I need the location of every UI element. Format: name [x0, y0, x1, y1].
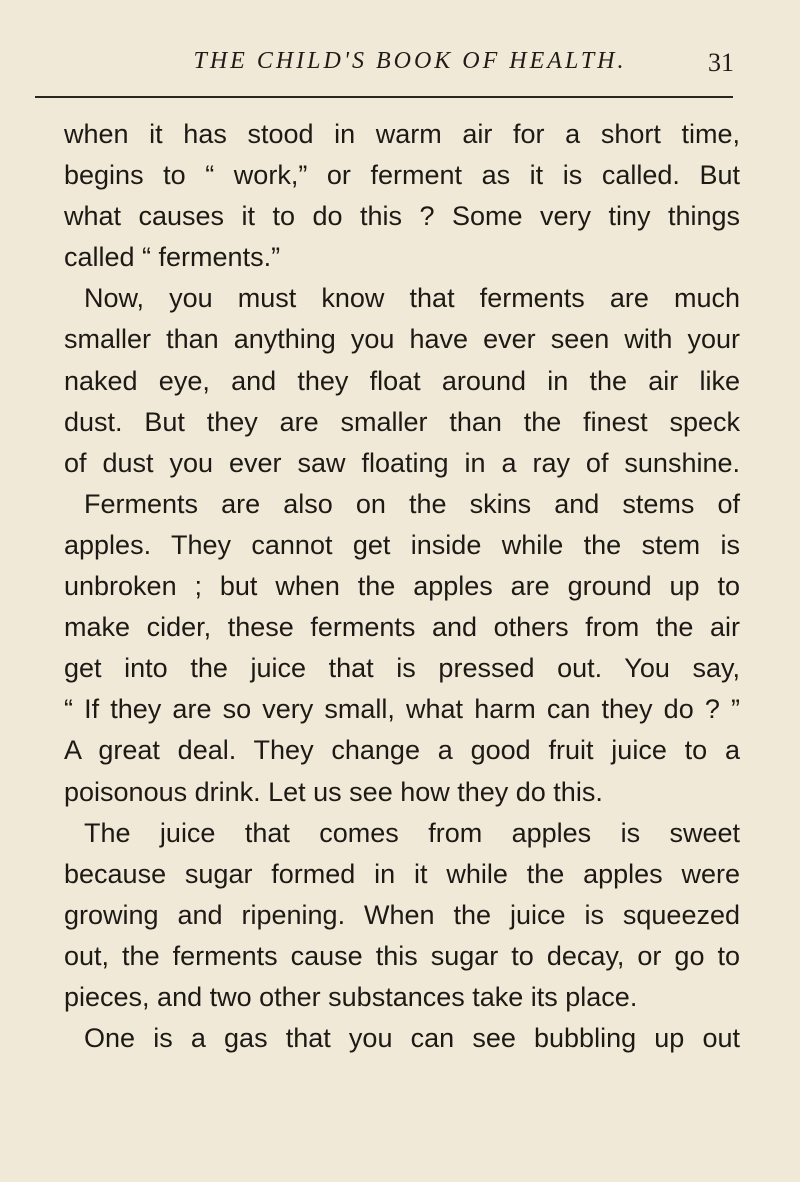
text-line: One is a gas that you can see bubbling up out: [84, 1023, 740, 1054]
running-title: THE CHILD'S BOOK OF HEALTH.: [193, 48, 627, 74]
text-line: because sugar formed in it while the apples were: [64, 858, 740, 889]
body-text: [64, 114, 740, 1059]
text-line: Ferments are also on the skins and stems of: [84, 488, 740, 519]
running-head: [0, 30, 800, 77]
text-line: get into the juice that is pressed out. You say,: [64, 653, 740, 684]
text-line: pieces, and two other substances take its place.: [64, 981, 638, 1012]
text-line: poisonous drink. Let us see how they do this.: [64, 776, 603, 807]
page-number: 31: [708, 48, 734, 77]
text-line: naked eye, and they float around in the air like: [64, 365, 740, 396]
text-line: of dust you ever saw floating in a ray of sunshine.: [64, 447, 740, 478]
text-line: The juice that comes from apples is sweet: [84, 817, 740, 848]
text-line: begins to “ work,” or ferment as it is called. But: [64, 160, 740, 191]
text-line: smaller than anything you have ever seen with your: [64, 324, 740, 355]
text-line: what causes it to do this ? Some very tiny things: [64, 201, 740, 232]
text-line: growing and ripening. When the juice is squeezed: [64, 899, 740, 930]
text-line: apples. They cannot get inside while the stem is: [64, 529, 740, 560]
text-line: “ If they are so very small, what harm can they do ? ”: [64, 694, 740, 725]
text-line: called “ ferments.”: [64, 242, 281, 273]
text-line: make cider, these ferments and others from the air: [64, 612, 740, 643]
text-line: unbroken ; but when the apples are ground up to: [64, 571, 740, 602]
text-line: A great deal. They change a good fruit juice to a: [64, 735, 740, 766]
text-line: Now, you must know that ferments are much: [84, 283, 740, 314]
header-rule: [35, 96, 733, 98]
text-line: when it has stood in warm air for a short time,: [64, 119, 740, 149]
text-line: out, the ferments cause this sugar to decay, or go to: [64, 940, 740, 971]
text-line: dust. But they are smaller than the finest speck: [64, 406, 740, 437]
